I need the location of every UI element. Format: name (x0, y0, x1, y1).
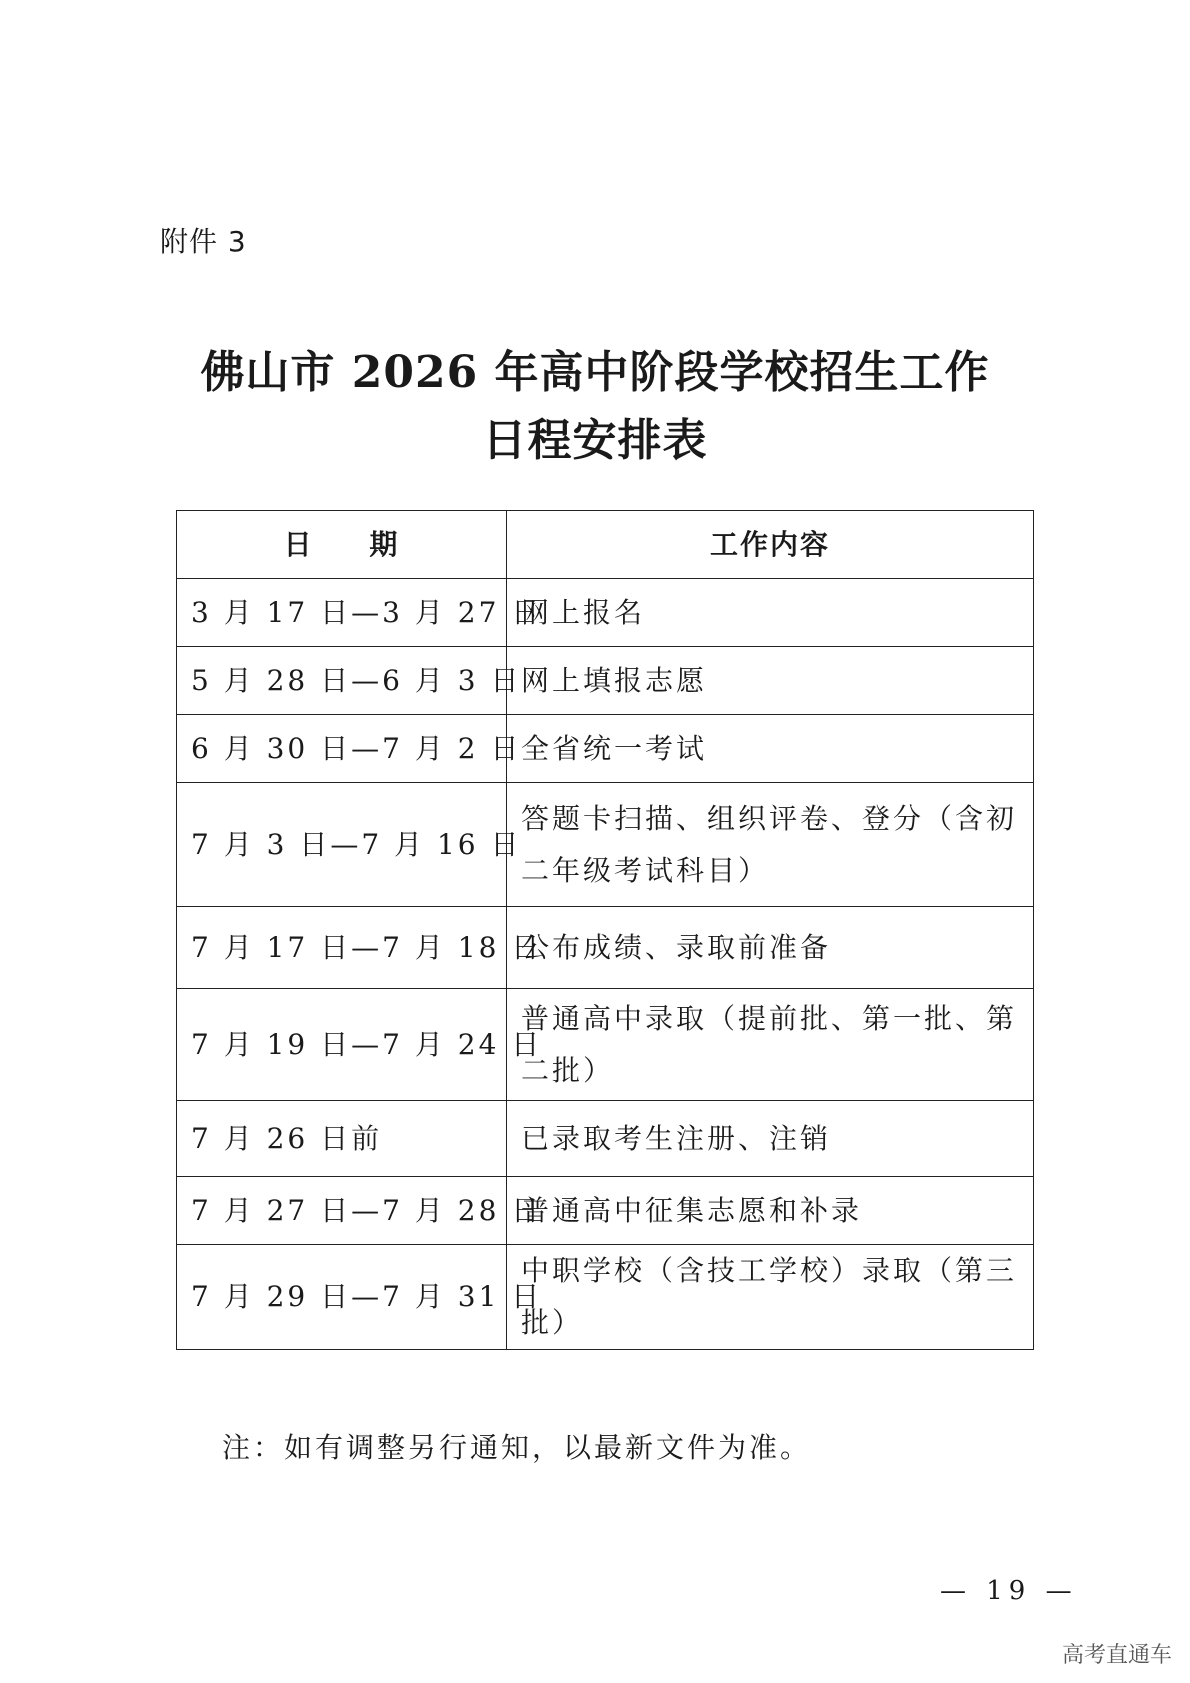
table-row (177, 907, 1034, 989)
row-date: 7 月 3 日—7 月 16 日 (177, 783, 507, 907)
row-date: 3 月 17 日—3 月 27 日 (177, 579, 507, 647)
row-content: 全省统一考试 (507, 715, 1034, 783)
table-header-row (177, 511, 1034, 579)
row-date: 6 月 30 日—7 月 2 日 (177, 715, 507, 783)
page-number: — 19 — (940, 1576, 1078, 1606)
schedule-table (176, 510, 1034, 1350)
document-title-line-1: 佛山市 2026 年高中阶段学校招生工作 (200, 347, 990, 398)
row-content: 网上填报志愿 (507, 647, 1034, 715)
row-content: 已录取考生注册、注销 (507, 1101, 1034, 1177)
row-date: 7 月 26 日前 (177, 1101, 507, 1177)
table-row (177, 989, 1034, 1101)
document-title-line-2: 日程安排表 (482, 415, 708, 466)
table-row (177, 1101, 1034, 1177)
row-date: 7 月 19 日—7 月 24 日 (177, 989, 507, 1101)
row-content: 普通高中征集志愿和补录 (507, 1177, 1034, 1245)
table-row (177, 647, 1034, 715)
row-content: 答题卡扫描、组织评卷、登分（含初二年级考试科目） (507, 783, 1034, 907)
header-content: 工作内容 (507, 511, 1034, 579)
row-date: 5 月 28 日—6 月 3 日 (177, 647, 507, 715)
table-row (177, 783, 1034, 907)
row-content: 网上报名 (507, 579, 1034, 647)
table-row (177, 1245, 1034, 1350)
table-row (177, 715, 1034, 783)
row-date: 7 月 27 日—7 月 28 日 (177, 1177, 507, 1245)
header-date: 日 期 (177, 511, 507, 579)
row-date: 7 月 17 日—7 月 18 日 (177, 907, 507, 989)
footnote: 注：如有调整另行通知，以最新文件为准。 (222, 1431, 812, 1464)
attachment-label: 附件 3 (160, 225, 247, 258)
row-date: 7 月 29 日—7 月 31 日 (177, 1245, 507, 1350)
table-row (177, 1177, 1034, 1245)
row-content: 中职学校（含技工学校）录取（第三批） (507, 1245, 1034, 1350)
watermark-text: 高考直通车 (1061, 1643, 1172, 1668)
row-content: 公布成绩、录取前准备 (507, 907, 1034, 989)
row-content: 普通高中录取（提前批、第一批、第二批） (507, 989, 1034, 1101)
table-row (177, 579, 1034, 647)
